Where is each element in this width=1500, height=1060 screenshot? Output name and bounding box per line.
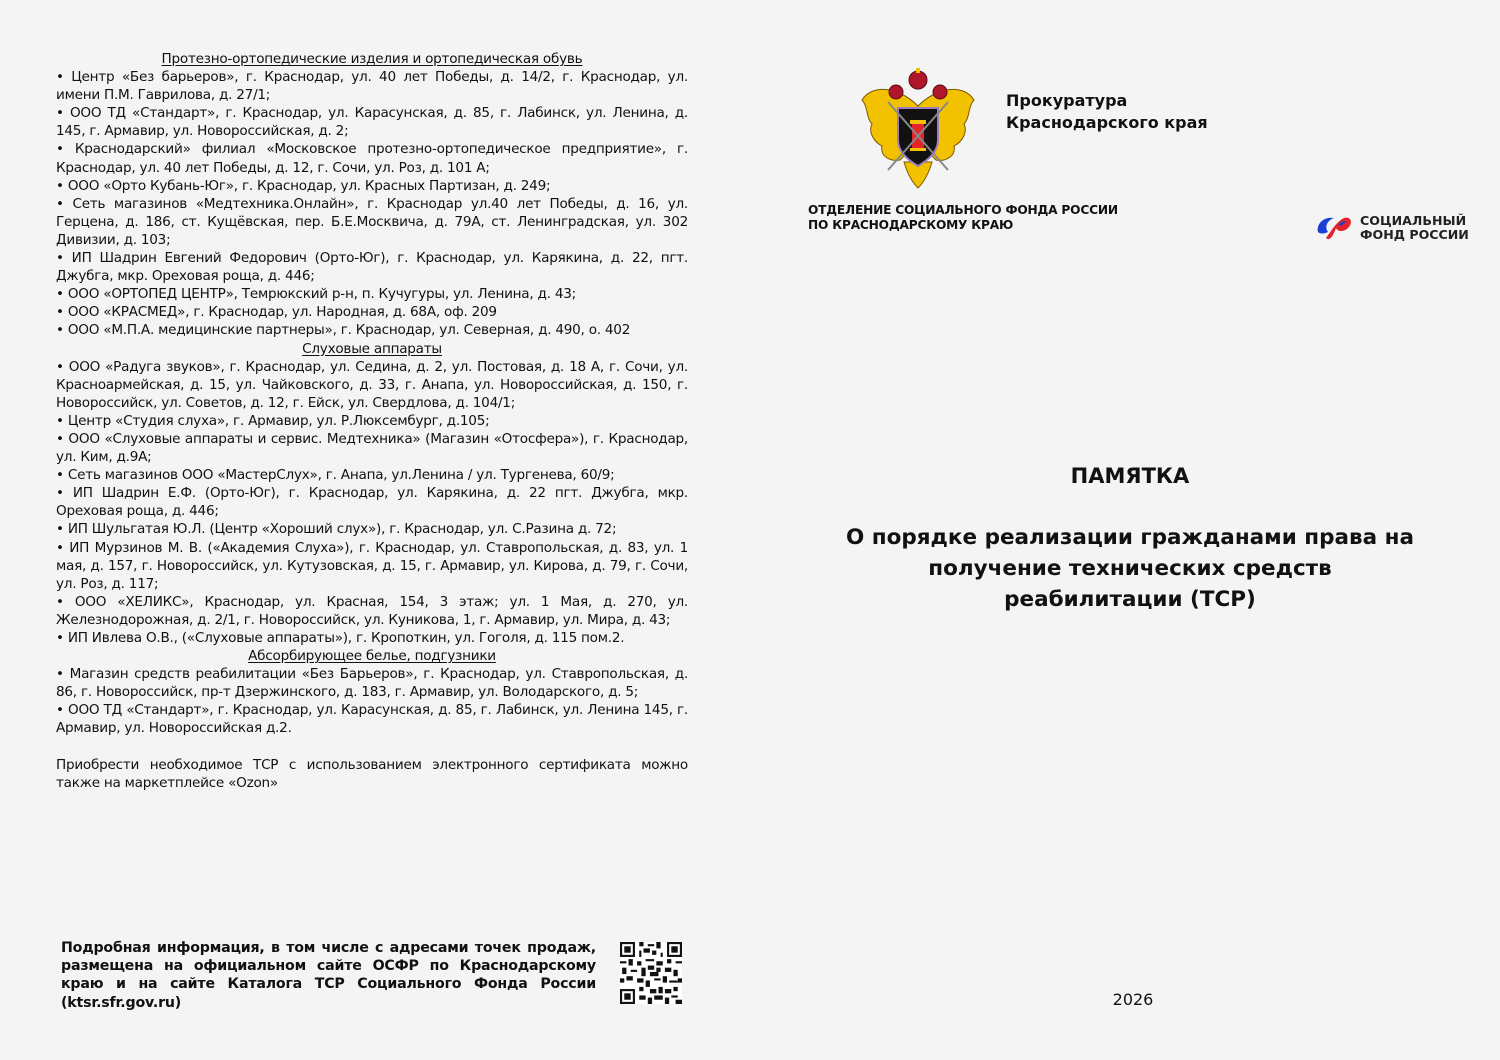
list-item: • Сеть магазинов «Медтехника.Онлайн», г. Краснодар ул.40 лет Победы, д. 16, ул. Герцена, д. 186, ст. Кущёвская, пер. Б.Е.Москвича, д. 79А, ст. Ленинградская, ул. 302 Дивизии, д. 103; xyxy=(56,195,688,248)
list-item: • Краснодарский» филиал «Московское протезно-ортопедическое предприятие», г. Краснодар, ул. 40 лет Победы, д. 12, г. Сочи, ул. Роз, д. 101 А; xyxy=(56,141,688,176)
osfr-line-2: ПО КРАСНОДАРСКОМУ КРАЮ xyxy=(808,218,1014,232)
list-item: • ИП Шульгатая Ю.Л. (Центр «Хороший слух»), г. Краснодар, ул. С.Разина д. 72; xyxy=(56,521,617,538)
sfr-logo-icon xyxy=(1314,212,1354,244)
section-heading-hearing-aids: Слуховые аппараты xyxy=(302,340,442,357)
year: 2026 xyxy=(1112,990,1154,1009)
osfr-line-1: ОТДЕЛЕНИЕ СОЦИАЛЬНОГО ФОНДА РОССИИ xyxy=(808,203,1118,217)
qr-code-icon[interactable] xyxy=(620,942,682,1004)
section-heading-absorbent: Абсорбирующее белье, подгузники xyxy=(248,648,496,665)
list-item: • ИП Шадрин Е.Ф. (Орто-Юг), г. Краснодар, ул. Карякина, д. 22 пгт. Джубга, мкр. Ореховая роща, д. 446; xyxy=(56,485,688,520)
list-item: • ООО «Радуга звуков», г. Краснодар, ул. Седина, д. 2, ул. Постовая, д. 18 А, г. Сочи, ул. Красноармейская, д. 15, ул. Чайковского, д. 33, г. Анапа, ул. Новороссийская, д. 150, г. Новороссийск, ул. Советов, д. 12, г. Ейск, ул. Свердлова, д. 104/1; xyxy=(56,358,688,411)
list-item: • ООО «М.П.А. медицинские партнеры», г. Краснодар, ул. Северная, д. 490, о. 402 xyxy=(56,322,631,339)
section-heading-prosthetics: Протезно-ортопедические изделия и ортопедическая обувь xyxy=(161,51,583,67)
list-item: • Магазин средств реабилитации «Без Барьеров», г. Краснодар, ул. Ставропольская, д. 86, г. Новороссийск, пр-т Дзержинского, д. 183, г. Армавир, ул. Володарского, д. 5; xyxy=(56,666,688,701)
title-line-1: О порядке реализации гражданами права на xyxy=(845,525,1415,550)
sfr-logo-text xyxy=(1360,214,1469,242)
list-item: • ООО «Орто Кубань-Юг», г. Краснодар, ул. Красных Партизан, д. 249; xyxy=(56,177,551,194)
sfr-logo-line-1: СОЦИАЛЬНЫЙ xyxy=(1360,213,1467,228)
pamyatka-heading: ПАМЯТКА xyxy=(1070,464,1190,488)
list-item: • ООО «ОРТОПЕД ЦЕНТР», Темрюкский р-н, п. Кучугуры, ул. Ленина, д. 43; xyxy=(56,286,576,303)
prokuratura-title xyxy=(1006,90,1208,134)
list-item: • Сеть магазинов ООО «МастерСлух», г. Анапа, ул.Ленина / ул. Тургенева, 60/9; xyxy=(56,467,615,484)
list-item: • Центр «Студия слуха», г. Армавир, ул. Р.Люксембург, д.105; xyxy=(56,412,490,429)
list-item: • ИП Мурзинов М. В. («Академия Слуха»), г. Краснодар, ул. Ставропольская, д. 83, ул. 1 мая, д. 157, г. Новороссийск, ул. Кутузовская, д. 15, г. Армавир, ул. Кирова, д. 79, г. Сочи, ул. Роз, д. 117; xyxy=(56,539,688,592)
info-note: Подробная информация, в том числе с адресами точек продаж, размещена на официальном сайте ОСФР по Краснодарскому краю и на сайте Каталога ТСР Социального Фонда России (ktsr.sfr.gov.ru) xyxy=(61,940,596,1011)
list-item: • ООО «КРАСМЕД», г. Краснодар, ул. Народная, д. 68А, оф. 209 xyxy=(56,304,497,321)
list-item: • ООО «ХЕЛИКС», Краснодар, ул. Красная, 154, 3 этаж; ул. 1 Мая, д. 270, ул. Железнодорожная, д. 2/1, г. Новороссийск, ул. Куникова, 1, г. Армавир, ул. Мира, д. 43; xyxy=(56,593,688,628)
prokuratura-line-1: Прокуратура xyxy=(1006,91,1128,110)
list-item: • ИП Ивлева О.В., («Слуховые аппараты»), г. Кропоткин, ул. Гоголя, д. 115 пом.2. xyxy=(56,630,625,646)
list-item: • Центр «Без барьеров», г. Краснодар, ул. 40 лет Победы, д. 14/2, г. Краснодар, ул. имени П.М. Гаврилова, д. 27/1; xyxy=(56,69,688,104)
list-item: • ИП Шадрин Евгений Федорович (Орто-Юг), г. Краснодар, ул. Карякина, д. 22, пгт. Джубга, мкр. Ореховая роща, д. 446; xyxy=(56,250,688,285)
list-item: • ООО «Слуховые аппараты и сервис. Медтехника» (Магазин «Отосфера»), г. Краснодар, ул. Ким, д.9А; xyxy=(56,430,688,466)
prosecutor-emblem-icon xyxy=(858,66,978,190)
ozon-note: Приобрести необходимое ТСР с использованием электронного сертификата можно также на маркетплейсе «Ozon» xyxy=(56,756,688,791)
title-line-3: реабилитации (ТСР) xyxy=(1004,587,1256,612)
left-column xyxy=(56,50,688,792)
list-item: • ООО ТД «Стандарт», г. Краснодар, ул. Карасунская, д. 85, г. Лабинск, ул. Ленина, д. 145, г. Армавир, ул. Новороссийская, д. 2; xyxy=(56,105,688,140)
osfr-title xyxy=(808,203,1118,233)
title-line-2: получение технических средств xyxy=(928,556,1332,581)
list-item: • ООО ТД «Стандарт», г. Краснодар, ул. Карасунская, д. 85, г. Лабинск, ул. Ленина 145, г. Армавир, ул. Новороссийская д.2. xyxy=(56,702,688,737)
prokuratura-line-2: Краснодарского края xyxy=(1006,113,1208,132)
sfr-logo-line-2: ФОНД РОССИИ xyxy=(1360,227,1469,242)
document-title xyxy=(790,522,1470,615)
spacer xyxy=(56,738,688,756)
